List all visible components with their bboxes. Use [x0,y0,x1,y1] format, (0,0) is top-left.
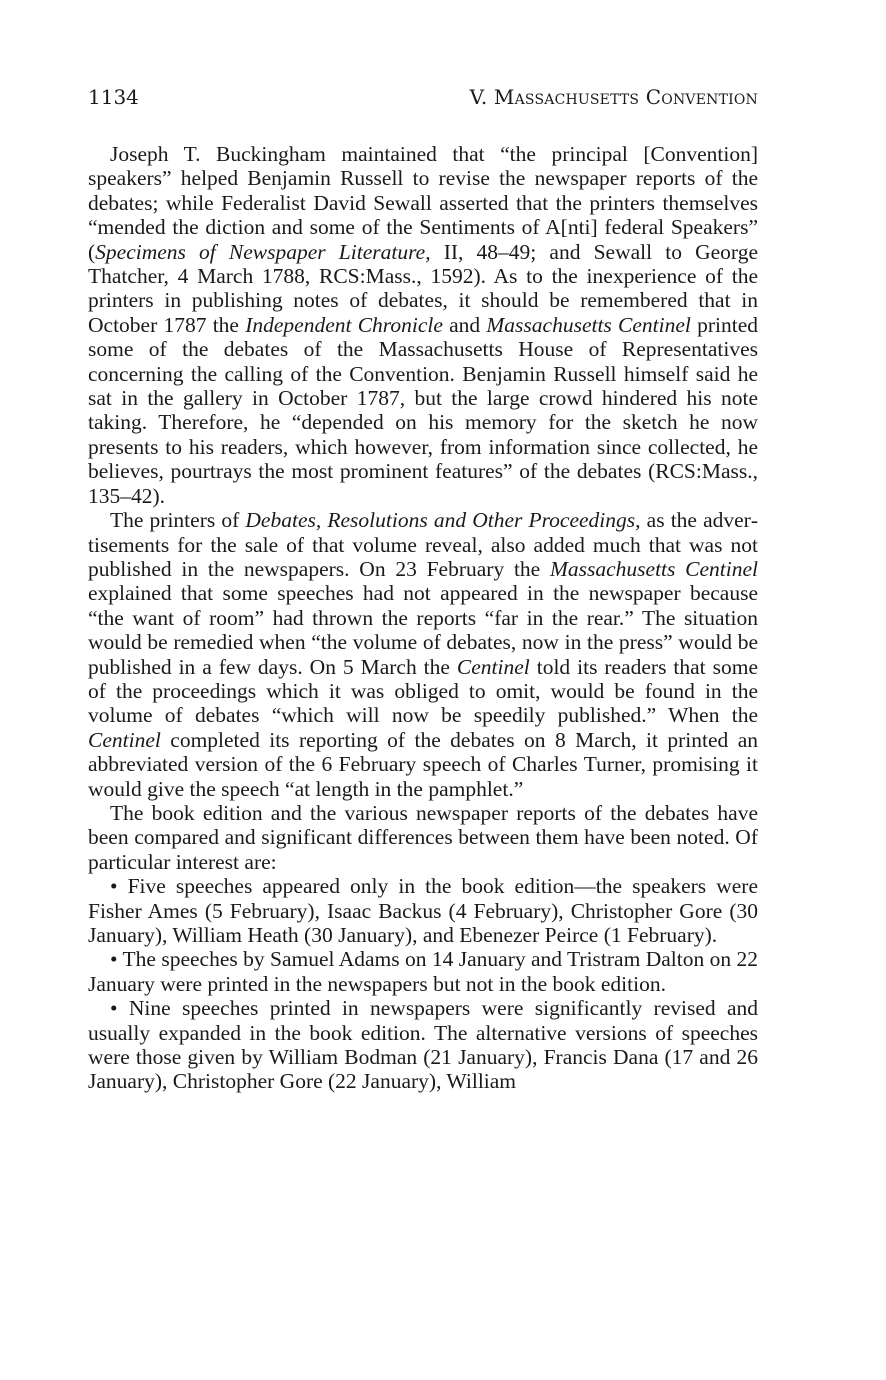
italic-title: Debates, Resolutions and Other Proceedings, [245,508,641,533]
text-run: The book edition and the various newspaper reports of the debates have been compared and significant differences between them have been noted. Of particular interest are: [88,800,758,874]
text-run: and [442,312,487,337]
italic-title: Specimens of Newspaper Literature, [95,239,431,264]
text-run: told its readers that some of the proceedings which it was obliged to omit, would be found in the volume of debates “which will now be speedily published.” When the [88,654,758,728]
text-run: explained that some speeches had not appeared in the newspaper because “the want of room” had thrown the reports “far in the rear.” The situation would be remedied when “the volume of debates, now in the press” would be published in a few days. On 5 March the [88,581,758,679]
page-header [88,84,758,110]
text-run: Joseph T. Buckingham maintained that “the principal [Convention] speakers” helped Benjamin Russell to revise the newspaper reports of the debates; while Federalist David Sewall asserted that the printers themselves “mended the diction and some of the Sentiments of A[nti] federal Speakers” ( [88,142,758,264]
italic-title: Massachusetts Centinel [486,312,691,337]
italic-title: Centinel [88,727,161,752]
italic-title: Massachusetts Centinel [549,556,758,581]
paragraph-buckingham [88,142,758,508]
text-run: II, 48–49; and Sewall to George Thatcher, 4 March 1788, RCS:Mass., 1592). As to the inexperience of the printers in publishing notes of debates, it should be remembered that in October 1787 the [88,239,758,337]
text-run: as the advertisements for the sale of that volume reveal, also added much that was not published in the newspapers. On 23 February the [88,508,759,581]
bullet-adams-dalton [88,947,758,996]
paragraph-printers [88,508,758,801]
bullet-nine-speeches [88,996,758,1094]
text-run: completed its reporting of the debates on 8 March, it printed an abbreviated version of the 6 February speech of Charles Turner, promising it would give the speech “at length in the pamphlet.” [88,727,758,801]
text-run: • The speeches by Samuel Adams on 14 January and Tristram Dalton on 22 January were printed in the newspapers but not in the book edition. [88,947,758,996]
paragraph-book-edition [88,801,758,874]
body-text [88,142,758,1094]
running-head: V. Massachusetts Convention [469,85,758,109]
italic-title: Centinel [456,654,530,679]
page-number: 1134 [88,85,139,109]
text-run: • Nine speeches printed in newspapers were significantly revised and usually expanded in the book edition. The alternative versions of speeches were those given by William Bodman (21 January), Francis Dana (17 and 26 January), Christopher Gore (22 January), William [88,996,758,1094]
text-run: The printers of [110,508,246,533]
italic-title: Independent Chronicle [245,312,443,337]
text-run: • Five speeches appeared only in the book edition—the speakers were Fisher Ames (5 February), Isaac Backus (4 February), Christopher Gore (30 January), William Heath (30 January), and Ebenezer Peirce (1 February). [88,874,758,947]
bullet-five-speeches [88,874,758,947]
text-run: printed some of the debates of the Massachusetts House of Representatives concerning the calling of the Convention. Benjamin Russell himself said he sat in the gallery in October 1787, but the large crowd hindered his note taking. Therefore, he “depended on his memory for the sketch he now presents to his readers, which however, from information since collected, he believes, pourtrays the most prominent features” of the debates (RCS:Mass., 135–42). [88,312,759,508]
